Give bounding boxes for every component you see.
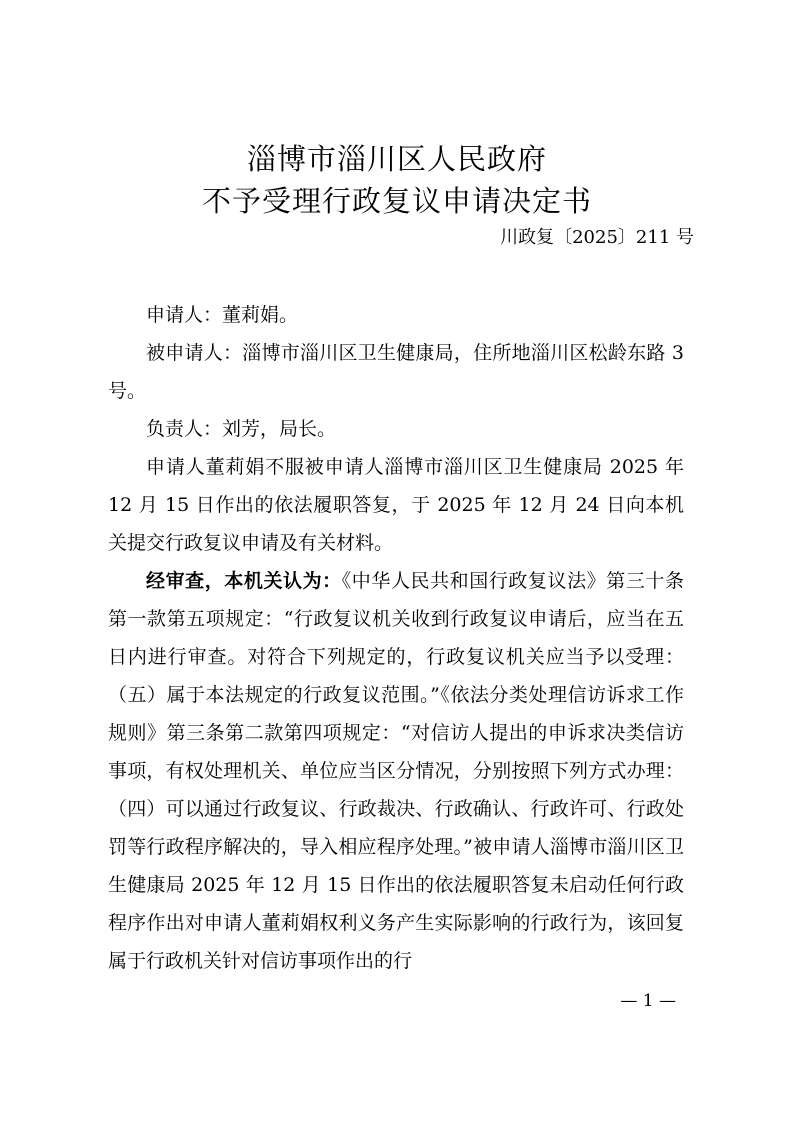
review-text: 《中华人民共和国行政复议法》第三十条第一款第五项规定：“行政复议机关收到行政复议申请后，应当在五日内进行审查。对符合下列规定的，行政复议机关应当予以受理：（五）属于本法规定的行政复议范围。”《依法分类处理信访诉求工作规则》第三条第二款第四项规定：“对信访人提出的申诉求决类信访事项，有权处理机关、单位应当区分情况，分别按照下列方式办理：（四）可以通过行政复议、行政裁决、行政确认、行政许可、行政处罚等行政程序解决的，导入相应程序处理。”被申请人淄博市淄川区卫生健康局 2025 年 12 月 15 日作出的依法履职答复未启动任何行政程序作出对申请人董莉娟权利义务产生实际影响的行政行为，该回复属于行政机关针对信访事项作出的行 [108,570,684,972]
review-lead: 经审查，本机关认为： [146,570,342,592]
respondent-paragraph: 被申请人：淄博市淄川区卫生健康局，住所地淄川区松龄东路 3 号。 [108,342,684,402]
applicant-paragraph: 申请人：董莉娟。 [146,304,299,326]
document-number: 川政复〔2025〕211 号 [500,227,694,248]
responsible-person-paragraph: 负责人：刘芳，局长。 [146,418,337,440]
page-number: — 1 — [620,991,676,1011]
document-title-line1: 淄博市淄川区人民政府 [246,142,547,176]
facts-paragraph: 申请人董莉娟不服被申请人淄博市淄川区卫生健康局 2025 年 12 月 15 日作出的依法履职答复，于 2025 年 12 月 24 日向本机关提交行政复议申请及有关材料。 [108,456,684,554]
document-title-line2: 不予受理行政复议申请决定书 [201,184,592,218]
review-paragraph [108,562,684,980]
